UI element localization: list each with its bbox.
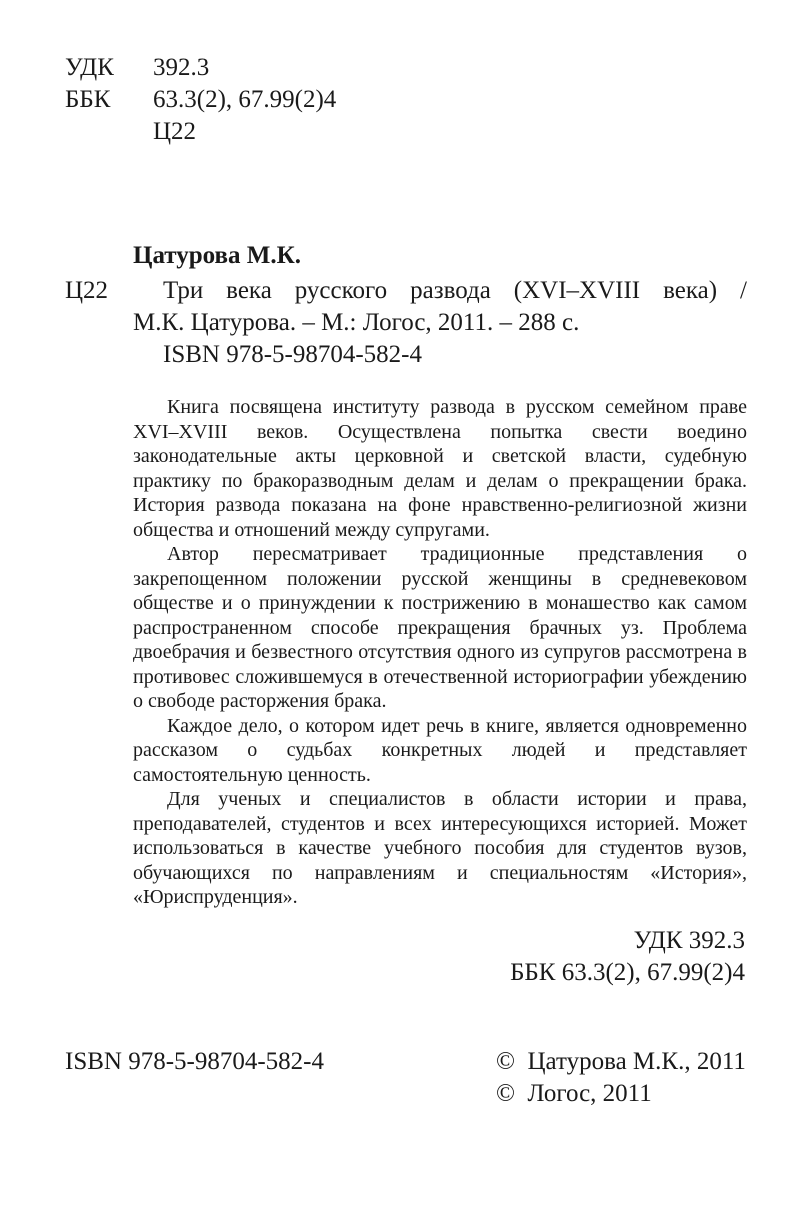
author-sign-code: Ц22	[65, 277, 109, 304]
copyright-author: © Цатурова М.К., 2011	[496, 1048, 746, 1075]
book-title-line	[133, 275, 747, 307]
author-sign: Ц22	[153, 118, 197, 145]
author-name: Цатурова М.К.	[133, 242, 302, 269]
bbk-code: ББК 63.3(2), 67.99(2)4	[510, 959, 745, 986]
bbk-value: 63.3(2), 67.99(2)4	[153, 86, 337, 113]
annotation-paragraph: Книга посвящена институту развода в русском семейном праве XVI–XVIII веков. Осуществлена попытка свести воедино законодательные акты церковной и светской власти, судебную практику по бракоразводным делам и делам о прекращении брака. История развода показана на фоне нравственно-религиозной жизни общества и отношений между супругами.	[133, 396, 747, 541]
annotation-paragraph: Каждое дело, о котором идет речь в книге, является одновременно рассказом о судьбах конкретных людей и представляет самостоятельную ценность.	[133, 714, 747, 786]
title-word: Три	[163, 277, 204, 304]
udk-code: УДК 392.3	[633, 927, 745, 954]
udk-label: УДК	[65, 54, 114, 81]
title-word: (XVI–XVIII	[513, 277, 641, 304]
annotation-paragraph: Для ученых и специалистов в области истории и права, преподавателей, студентов и всех интересующихся историей. Может использоваться в качестве учебного пособия для студентов вузов, обучающихся по направлениям и специальностям «История», «Юриспруденция».	[133, 788, 747, 908]
publication-info: М.К. Цатурова. – М.: Логос, 2011. – 288 с.	[133, 309, 580, 336]
bbk-label: ББК	[65, 86, 111, 113]
footer-isbn: ISBN 978-5-98704-582-4	[65, 1048, 325, 1075]
title-word: развода	[410, 277, 491, 304]
annotation-paragraph: Автор пересматривает традиционные представления о закрепощенном положении русской женщины в средневековом обществе и о принуждении к пострижению в монашество как самом распространенном способе прекращения брачных уз. Проблема двоебрачия и безвестного отсутствия одного из супругов рассмотрена в противовес сложившемуся в отечественной историографии убеждению о свободе расторжения брака.	[133, 543, 747, 712]
isbn: ISBN 978-5-98704-582-4	[163, 341, 423, 368]
annotation	[133, 395, 747, 910]
title-word: века)	[663, 277, 718, 304]
title-word: /	[740, 277, 747, 304]
title-word: русского	[294, 277, 388, 304]
title-word: века	[226, 277, 272, 304]
udk-value: 392.3	[153, 54, 210, 81]
copyright-publisher: © Логос, 2011	[496, 1080, 652, 1107]
